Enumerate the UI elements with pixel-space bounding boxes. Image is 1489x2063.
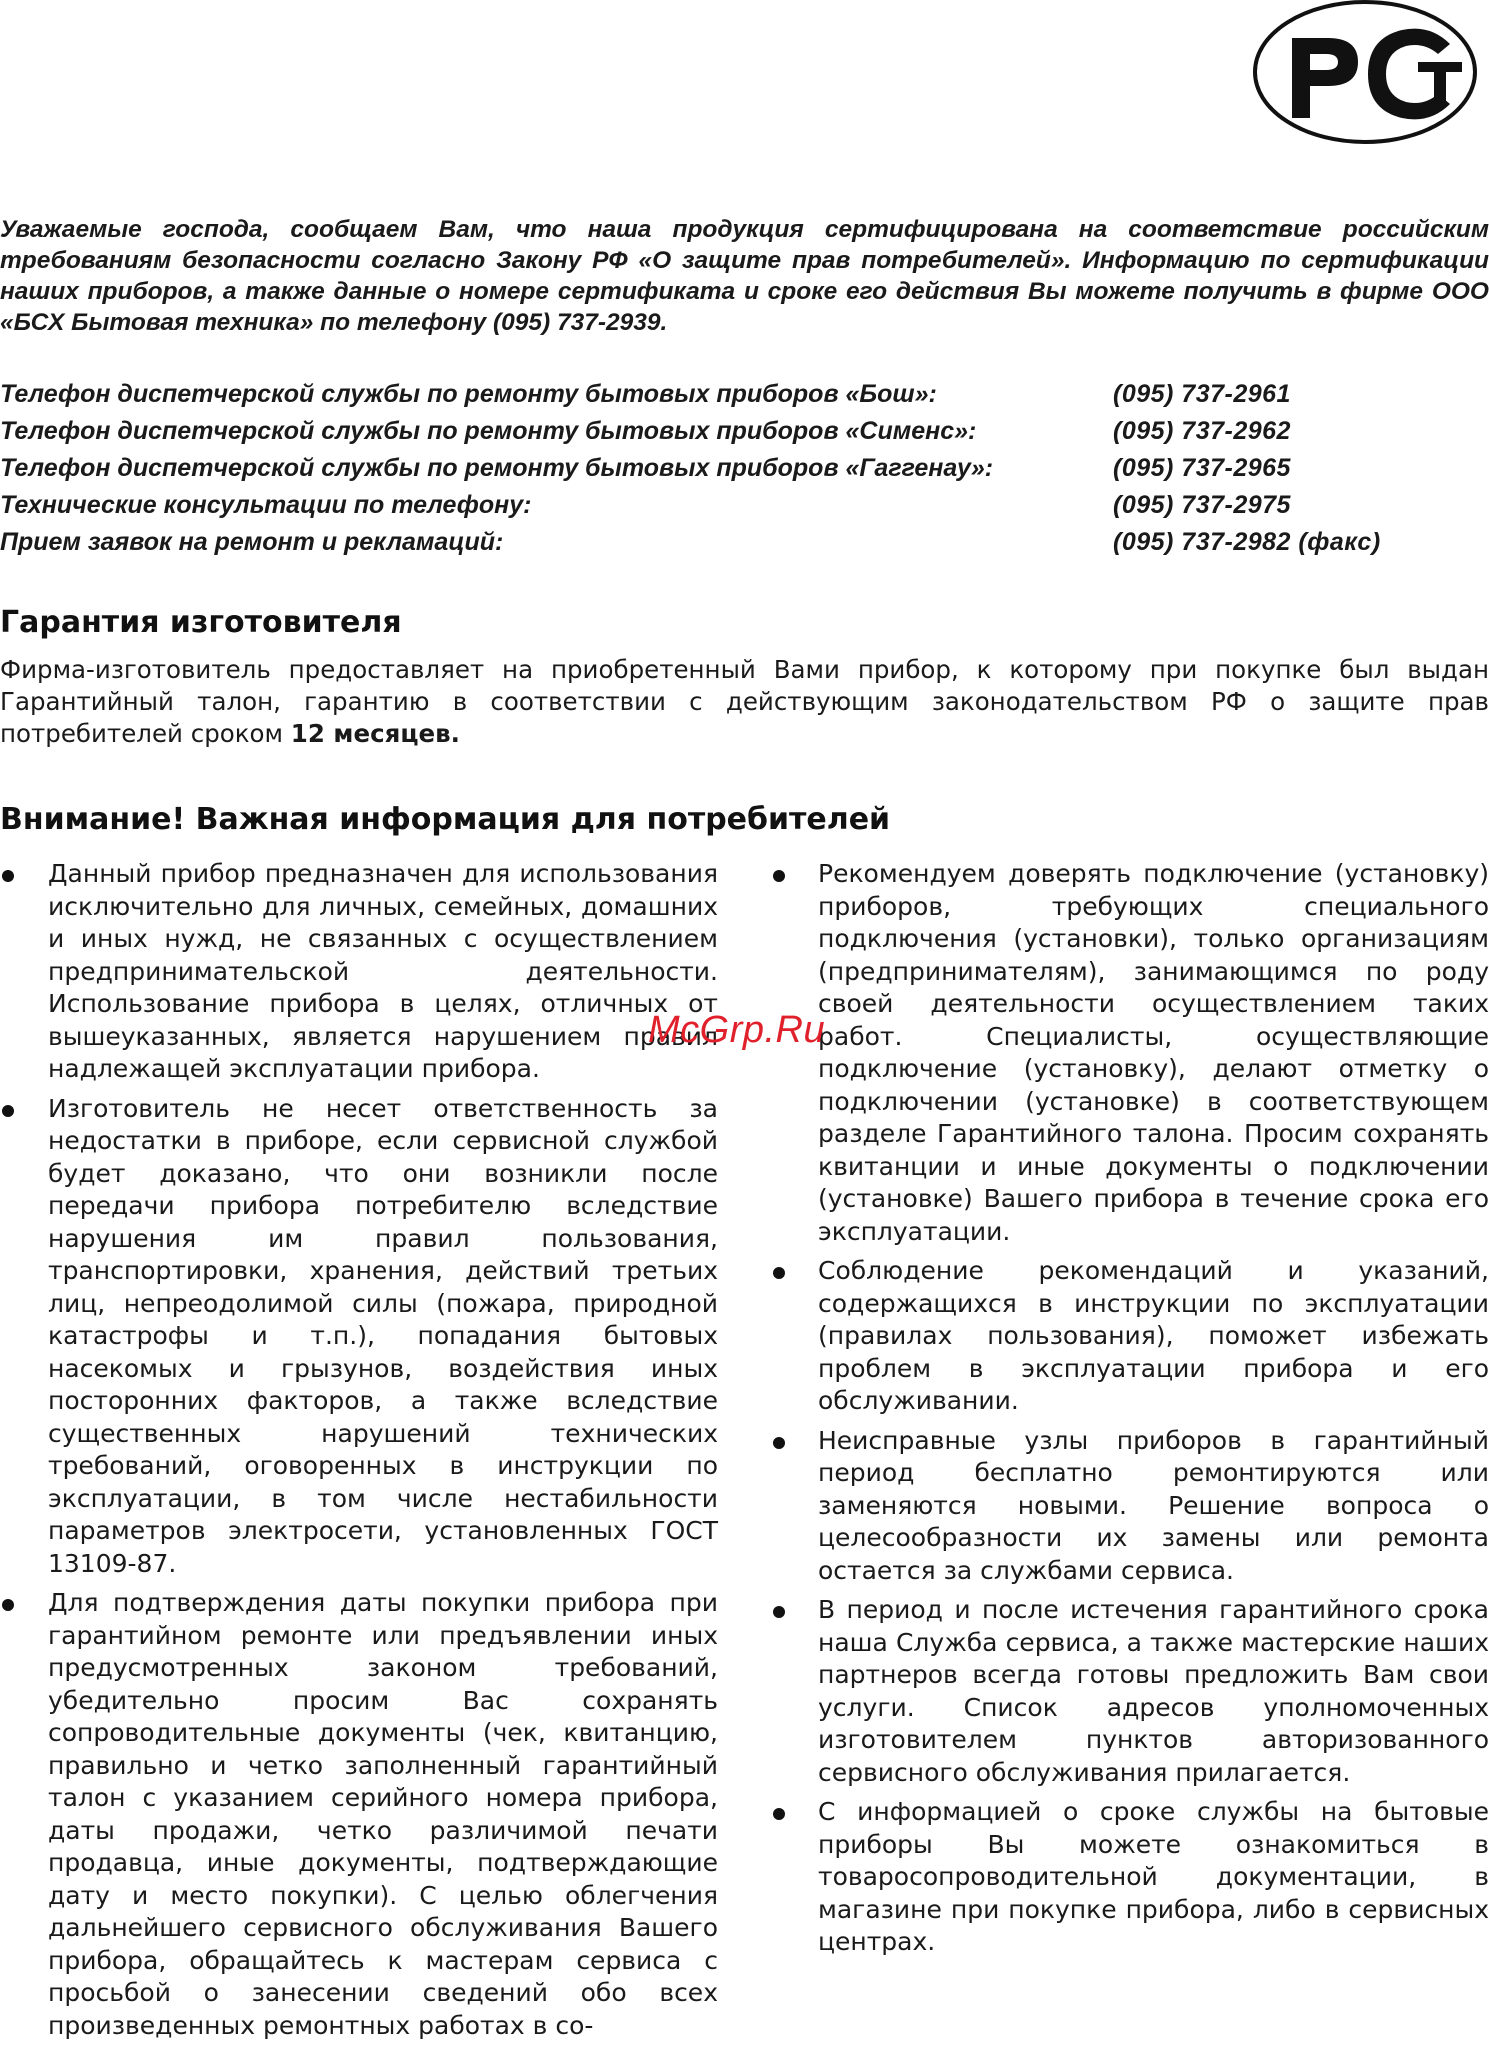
contact-row xyxy=(0,524,1489,561)
contact-row xyxy=(0,413,1489,450)
bullet-icon xyxy=(773,1437,785,1449)
contact-phone: (095) 737-2965 xyxy=(1113,454,1291,482)
bullet-icon xyxy=(773,1808,785,1820)
warranty-term: 12 месяцев. xyxy=(290,719,460,748)
list-item xyxy=(765,1425,1489,1588)
list-item xyxy=(765,1594,1489,1789)
list-item-text: В период и после истечения гарантийного срока наша Служба сервиса, а также мастерские наших партнеров всегда готовы предложить Вам свои услуги. Список адресов уполномоченных изготовителем пунктов авторизованного сервисного обслуживания прилагается. xyxy=(818,1595,1489,1787)
contact-label: Телефон диспетчерской службы по ремонту бытовых приборов «Гаггенау»: xyxy=(0,454,994,482)
bullet-icon xyxy=(2,870,14,882)
contact-row xyxy=(0,487,1489,524)
bullet-icon xyxy=(773,1606,785,1618)
contact-label: Прием заявок на ремонт и рекламаций: xyxy=(0,528,504,556)
bullet-icon xyxy=(2,1599,14,1611)
list-item-text: Соблюдение рекомендаций и указаний, содержащихся в инструкции по эксплуатации (правилах пользования), поможет избежать проблем в эксплуатации прибора и его обслуживании. xyxy=(818,1256,1489,1415)
warranty-text xyxy=(0,654,1489,750)
contact-row xyxy=(0,376,1489,413)
contact-label: Телефон диспетчерской службы по ремонту бытовых приборов «Сименс»: xyxy=(0,417,977,445)
warranty-heading: Гарантия изготовителя xyxy=(0,605,402,640)
list-item-text: Неисправные узлы приборов в гарантийный период бесплатно ремонтируются или заменяются новыми. Решение вопроса о целесообразности их замены или ремонта остается за службами сервиса. xyxy=(818,1425,1489,1585)
bullet-icon xyxy=(773,870,785,882)
contact-label: Технические консультации по телефону: xyxy=(0,491,532,519)
contact-label: Телефон диспетчерской службы по ремонту бытовых приборов «Бош»: xyxy=(0,380,937,408)
bullet-icon xyxy=(2,1105,14,1117)
warranty-body: Фирма-изготовитель предоставляет на приобретенный Вами прибор, к которому при покупке был выдан Гарантийный талон, гарантию в соответствии с действующим законодательством РФ о защите прав потребителей сроком xyxy=(0,655,1489,748)
bullet-icon xyxy=(773,1267,785,1279)
list-item-text: Изготовитель не несет ответственность за недостатки в приборе, если сервисной службой будет доказано, что они возникли после передачи прибора потребителю вследствие нарушения им правил пользования, транспортировки, хранения, действий третьих лиц, непреодолимой силы (пожара, природной катастрофы и т.п.), попадания бытовых насекомых и грызунов, воздействия иных посторонних факторов, а также вследствие существенных нарушений технических требований, оговоренных в инструкции по эксплуатации, в том числе нестабильности параметров электросети, установленных ГОСТ 13109-87. xyxy=(48,1093,718,1578)
list-item-text: Данный прибор предназначен для использования исключительно для личных, семейных, домашних и иных нужд, не связанных с осуществлением предпринимательской деятельности. Использование прибора в целях, отличных от вышеуказанных, является нарушением правил надлежащей эксплуатации прибора. xyxy=(48,859,718,1083)
rst-certification-mark-icon xyxy=(1250,0,1480,180)
list-item xyxy=(0,1587,718,2042)
contact-phone: (095) 737-2961 xyxy=(1113,380,1291,408)
certification-notice: Уважаемые господа, сообщаем Вам, что наша продукция сертифицирована на соответствие российским требованиям безопасности согласно Закону РФ «О защите прав потребителей». Информацию по сертификации наших приборов, а также данные о номере сертификата и сроке его действия Вы можете получить в фирме ООО «БСХ Бытовая техника» по телефону (095) 737-2939. xyxy=(0,216,1489,336)
list-item xyxy=(765,858,1489,1248)
notice-column-right xyxy=(765,858,1489,1966)
list-item xyxy=(765,1255,1489,1418)
list-item-text: Рекомендуем доверять подключение (установку) приборов, требующих специального подключения (установки), только организациям (предпринимателям), занимающимся по роду своей деятельности осуществлением таких работ. Специалисты, осуществляющие подключение (установку), делают отметку о подключении (установке) в соответствующем разделе Гарантийного талона. Просим сохранять квитанции и иные документы о подключении (установке) Вашего прибора в течение срока его эксплуатации. xyxy=(818,859,1489,1246)
contact-phone: (095) 737-2982 (факс) xyxy=(1113,528,1381,556)
contact-row xyxy=(0,450,1489,487)
list-item-text: С информацией о сроке службы на бытовые приборы Вы можете ознакомиться в товаросопроводительной документации, в магазине при покупке прибора, либо в сервисных центрах. xyxy=(818,1797,1489,1956)
list-item xyxy=(0,858,718,1086)
contact-phone: (095) 737-2962 xyxy=(1113,417,1291,445)
service-contacts xyxy=(0,376,1489,561)
watermark: McGrp.Ru xyxy=(648,1009,826,1051)
list-item xyxy=(0,1093,718,1581)
notice-heading: Внимание! Важная информация для потребителей xyxy=(0,802,891,837)
contact-phone: (095) 737-2975 xyxy=(1113,491,1291,519)
list-item xyxy=(765,1796,1489,1959)
notice-column-left xyxy=(0,858,718,2049)
list-item-text: Для подтверждения даты покупки прибора при гарантийном ремонте или предъявлении иных предусмотренных законом требований, убедительно просим Вас сохранять сопроводительные документы (чек, квитанцию, правильно и четко заполненный гарантийный талон с указанием серийного номера прибора, даты продажи, четко различимой печати продавца, иные документы, подтверждающие дату и место покупки). С целью облегчения дальнейшего сервисного обслуживания Вашего прибора, обращайтесь к мастерам сервиса с просьбой о занесении сведений обо всех произведенных ремонтных работах в со- xyxy=(48,1588,718,2040)
